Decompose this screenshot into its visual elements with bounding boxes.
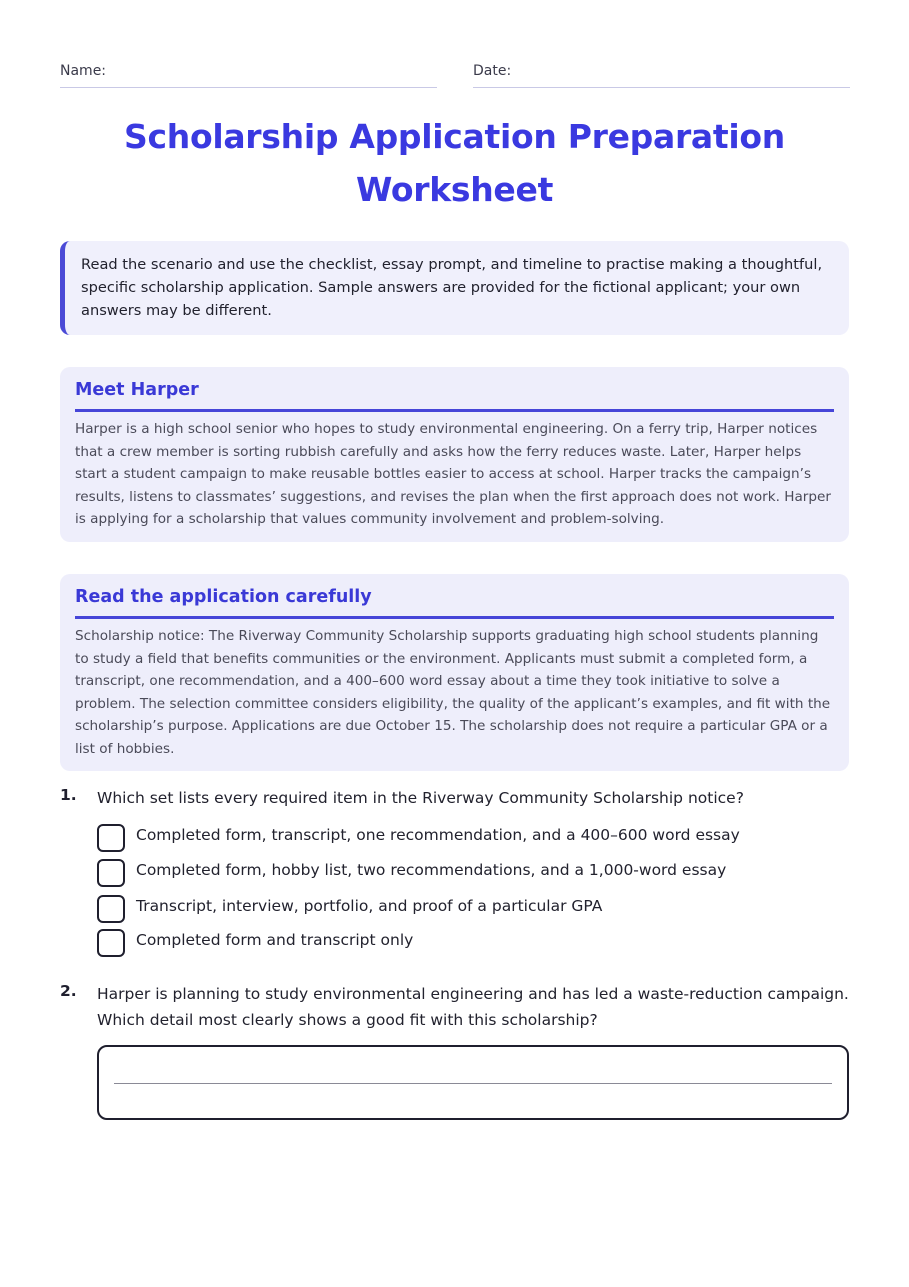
intro-text: Read the scenario and use the checklist, essay prompt, and timeline to practise making a thoughtful, specific scholarship application. Sample answers are provided for the fictional applicant; your own answers may be different. bbox=[81, 256, 823, 319]
intro-callout bbox=[60, 241, 849, 335]
scholarship-notice-card bbox=[60, 574, 849, 771]
question-2-answer-box[interactable] bbox=[97, 1045, 849, 1120]
meet-harper-text: Harper is a high school senior who hopes to study environmental engineering. On a ferry trip, Harper notices that a crew member is sorting rubbish carefully and asks how the ferry reduces waste. Later, Harper helps start a student campaign to make reusable bottles easier to access at school. Harper tracks the campaign’s results, listens to classmates’ suggestions, and revises the plan when the first approach does not work. Harper is applying for a scholarship that values community involvement and problem-solving. bbox=[75, 421, 831, 527]
date-label: Date: bbox=[473, 63, 512, 79]
header-row bbox=[60, 60, 849, 90]
option-label: Completed form, hobby list, two recommendations, and a 1,000-word essay bbox=[136, 861, 727, 879]
page-title: Scholarship Application Preparation Worksheet bbox=[124, 117, 785, 209]
checkbox[interactable] bbox=[97, 929, 125, 957]
checkbox[interactable] bbox=[97, 895, 125, 923]
checkbox[interactable] bbox=[97, 859, 125, 887]
name-field[interactable] bbox=[60, 60, 437, 88]
option-label: Transcript, interview, portfolio, and proof of a particular GPA bbox=[136, 897, 603, 915]
checkbox[interactable] bbox=[97, 824, 125, 852]
date-field[interactable] bbox=[473, 60, 850, 88]
question-1-option-d[interactable] bbox=[97, 929, 849, 957]
question-1-number: 1. bbox=[60, 786, 77, 804]
question-1-option-a[interactable] bbox=[97, 824, 849, 852]
option-label: Completed form, transcript, one recommendation, and a 400–600 word essay bbox=[136, 826, 740, 844]
question-1-option-c[interactable] bbox=[97, 895, 849, 923]
question-1-text: Which set lists every required item in the Riverway Community Scholarship notice? bbox=[97, 789, 744, 807]
scholarship-notice-text: Scholarship notice: The Riverway Community Scholarship supports graduating high school students planning to study a field that benefits communities or the environment. Applicants must submit a completed form, a transcript, one recommendation, and a 400–600 word essay about a time they took initiative to solve a problem. The selection committee considers eligibility, the quality of the applicant’s examples, and fit with the scholarship’s purpose. Applications are due October 15. The scholarship does not require a particular GPA or a list of hobbies. bbox=[75, 628, 831, 757]
question-2-number: 2. bbox=[60, 982, 77, 1000]
option-label: Completed form and transcript only bbox=[136, 931, 414, 949]
question-2-text: Harper is planning to study environmental engineering and has led a waste-reduction campaign. Which detail most clearly shows a good fit with this scholarship? bbox=[97, 985, 849, 1029]
meet-harper-heading: Meet Harper bbox=[75, 377, 834, 412]
meet-harper-card bbox=[60, 367, 849, 542]
answer-line bbox=[114, 1083, 832, 1084]
name-label: Name: bbox=[60, 63, 107, 79]
question-1-option-b[interactable] bbox=[97, 859, 849, 887]
scholarship-notice-heading: Read the application carefully bbox=[75, 584, 834, 619]
